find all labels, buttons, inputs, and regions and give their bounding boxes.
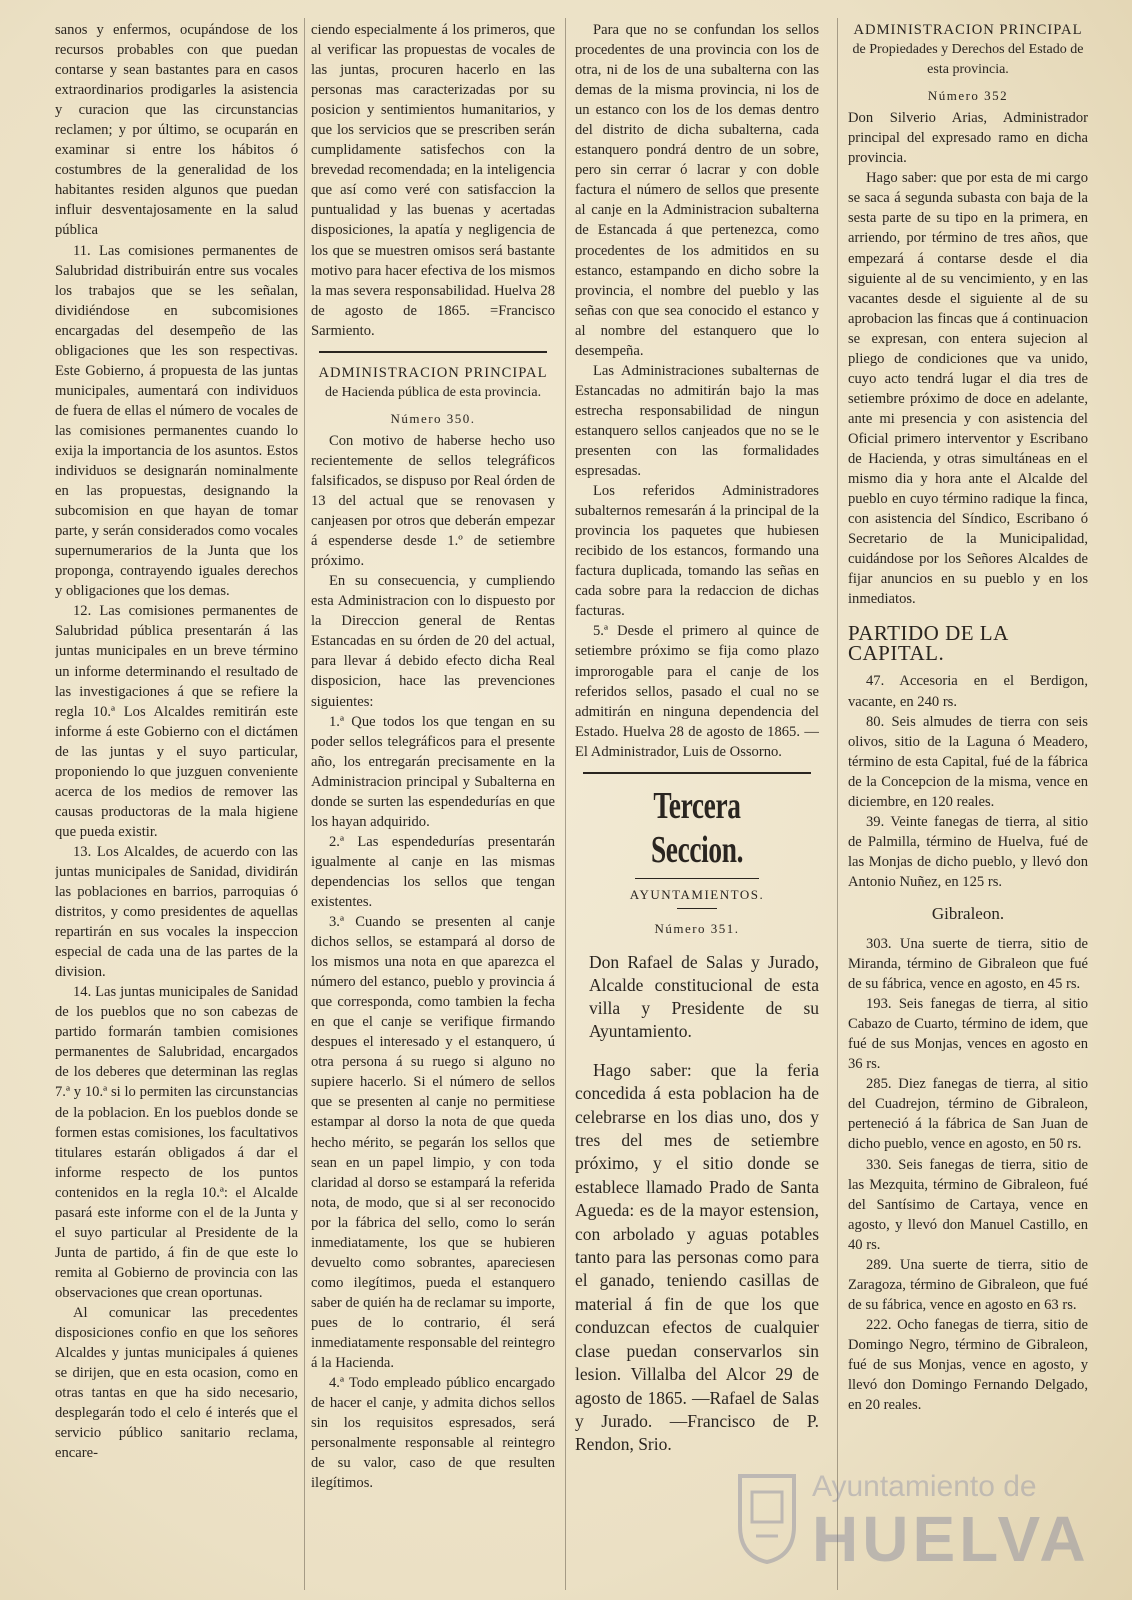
paragraph: 14. Las juntas municipales de Sanidad de los pueblos que no son cabezas de partido formarán tambien comisiones permanentes de Salubridad, encargados de los deberes que determinan las reglas 7.ª y 10.ª si lo permiten las circunstancias de la poblacion. En los pueblos donde se formen estas comisiones, los facultativos titulares estarán obligados á dar el informe respecto de los puntos contenidos en la regla 10.ª: el Alcalde pasará este informe con el de la Junta y el suyo particular al Presidente de la Junta de partido, á fin de que este lo remita al Gobierno de provincia con las observaciones que crean oportunas. (55, 984, 298, 1301)
paragraph: 3.ª Cuando se presenten al canje dichos sellos, se estampará al dorso de los mismos una nota en que aparezca el número del estanco, pueblo y provincia á que corresponda, como tambien la fecha en que el canje se verifique firmando despues el interesado y el estanquero, ú otra persona á su ruego si alguno no supiere hacerlo. Si el número de sellos que se presenten al canje no permitiese estampar al dorso la nota de que queda hecho mérito, se pegarán los sellos que sean en un papel limpio, y con toda claridad al dorso se estampará la referida nota, de modo, que si al ser reconocido por la fábrica del sello, como lo serán inmediatamente, los que se hubieren devuelto como sobrantes, apareciesen como ilegítimos, pueda el estanquero saber de quién ha de reclamar su importe, pues de lo contrario, él será inmediatamente responsable del reintegro á la Hacienda. (311, 914, 555, 1372)
column-divider (304, 18, 305, 1590)
paragraph: 12. Las comisiones permanentes de Salubridad pública presentarán á las juntas municipales en un breve término un informe determinando el resultado de las investigaciones á que se refiere la regla 10.ª Los Alcaldes remitirán este informe á este Gobierno con el dictámen de las juntas y el suyo particular, proponiendo lo que juzguen conveniente acerca de los medios de remover las causas productoras de la mala higiene que pueda existir. (55, 603, 298, 840)
section-subheading: de Hacienda pública de esta provincia. (324, 384, 542, 400)
section-title: Tercera Seccion. (650, 784, 744, 871)
notice-number: Número 350. (390, 410, 476, 426)
paragraph: 13. Los Alcaldes, de acuerdo con las juntas municipales de Sanidad, dividirán las poblaciones en barrios, parroquias ó distritos, y como presidentes de aquellas repartirán en sus vocales la inspeccion especial de cada una de las partes de la division. (55, 843, 298, 981)
section-rule (583, 772, 811, 774)
column-3 (575, 20, 819, 1595)
paragraph: Al comunicar las precedentes disposiciones confio en que los señores Alcaldes y juntas municipales á quienes se dirijen, que en esta ocasion, como en otras tantas en que ha sido necesario, desplegarán todo el celo é interés que el servicio público sanitario reclama, encare- (55, 1305, 298, 1462)
edict-heading: Don Rafael de Salas y Jurado, Alcalde constitucional de esta villa y Presidente de su Ayuntamiento. (589, 951, 819, 1041)
paragraph: Con motivo de haberse hecho uso recientemente de sellos telegráficos falsificados, se dispuso por Real órden de 13 del actual que se renovasen y canjeasen por otros que deberán empezar á espenderse desde 1.º de setiembre próximo. (311, 432, 555, 570)
paragraph: En su consecuencia, y cumpliendo esta Administracion con lo dispuesto por la Direccion general de Rentas Estancadas en su órden de 20 del actual, para llevar á debido efecto dicha Real disposicion, hace las prevenciones siguientes: (311, 573, 555, 710)
paragraph: 5.ª Desde el primero al quince de setiembre próximo se fija como plazo improrogable para el canje de los referidos sellos, pasado el cual no se admitirán en ninguna dependencia del Estado. Huelva 28 de agosto de 1865. —El Administrador, Luis de Ossorno. (575, 623, 819, 760)
list-item: 193. Seis fanegas de tierra, al sitio Cabazo de Cuarto, término de idem, que fué de sus Monjas, vences en agosto en 36 rs. (848, 996, 1088, 1073)
paragraph: Don Silverio Arias, Administrador principal del expresado ramo en dicha provincia. (848, 110, 1088, 167)
column-4 (848, 20, 1088, 1595)
column-divider (837, 18, 838, 1590)
city-seal-icon (732, 1466, 802, 1566)
title-rule (635, 878, 759, 879)
section-subheading: AYUNTAMIENTOS. (629, 886, 765, 902)
paragraph: Las Administraciones subalternas de Estancadas no admitirán bajo la mas estrecha responsabilidad de ningun estanquero sellos canjeados que no se le presenten con las formalidades espresadas. (575, 362, 819, 480)
column-2 (311, 20, 555, 1595)
list-item: 285. Diez fanegas de tierra, al sitio del Cuadrejon, término de Gibraleon, perteneció á la fábrica de San Juan de dicho pueblo, vence en agosto, en 50 rs. (848, 1076, 1088, 1153)
district-heading: PARTIDO DE LA CAPITAL. (848, 621, 1008, 666)
paragraph: sanos y enfermos, ocupándose de los recursos probables con que puedan contarse y sean bastantes para en casos extraordinarios prodigarles la asistencia y curacion que las circunstancias reclamen; y por último, se ocuparán en examinar si entre los hábitos ó costumbres de la generalidad de los habitantes residen algunos que puedan influir desventajosamente en la salud pública (55, 22, 298, 239)
paragraph: Hago saber: que por esta de mi cargo se saca á segunda subasta con baja de la sesta parte de su tipo en la primera, en arriendo, por término de tres años, que empezará á contarse desde el dia siguiente al de su vencimiento, y en las vacantes desde el siguiente al de su aprobacion las fincas que á continuacion se expresan, con entera sujecion al pliego de condiciones que va unido, cuyo acto tendrá lugar el dia tres de setiembre próximo de doce en adelante, ante mi presencia y con asistencia del Oficial primero interventor y Escribano de Hacienda, y otras simultáneas en el mismo dia y hora ante el Alcalde del pueblo en cuyo término radique la finca, con asistencia del Síndico, Escribano ó Secretario de la Municipalidad, cuidándose por los Señores Alcaldes de fijar anuncios en su pueblo y en los inmediatos. (848, 170, 1088, 608)
paragraph: 1.ª Que todos los que tengan en su poder sellos telegráficos para el presente año, los entregarán precisamente en la Administracion principal y Subalterna en donde se surten las espendedurías en que los hayan adquirido. (311, 713, 555, 830)
list-item: 80. Seis almudes de tierra con seis olivos, sitio de la Laguna ó Meadero, término de esta Capital, fué de la fábrica de la Concepcion de la misma, vence en diciembre, en 120 reales. (848, 713, 1088, 810)
list-item: 303. Una suerte de tierra, sitio de Miranda, término de Gibraleon que fué de su fábrica, vence en agosto, en 45 rs. (848, 936, 1088, 993)
list-item: 47. Accesoria en el Berdigon, vacante, en 240 rs. (848, 673, 1088, 710)
section-heading: ADMINISTRACION PRINCIPAL (318, 364, 548, 381)
notice-number: Número 351. (654, 920, 740, 936)
paragraph: Para que no se confundan los sellos procedentes de una provincia con los de otra, ni de los de una subalterna con las demas de la misma provincia, ni los de un estanco con los de los demas dentro del distrito de dicha subalterna, cada estanquero pondrá dentro de un sobre, pero sin cerrar ó lacrar y con doble factura el número de sellos que presente al canje en la Administracion subalterna de Estancada á que pertenezca, como procedentes de los admitidos en su estanco, estampando en dicho sobre la provincia, el nombre del pueblo y las señas con que sea conocido el estanco y al nombre del estanquero que lo desempeña. (575, 22, 819, 359)
watermark-line-2: HUELVA (812, 1503, 1090, 1575)
list-item: 330. Seis fanegas de tierra, sitio de las Mezquita, término de Gibraleon, fué del Santísimo de Cartaya, vence en agosto, y llevó don Manuel Castillo, en 40 rs. (848, 1156, 1088, 1253)
paragraph: ciendo especialmente á los primeros, que al verificar las propuestas de vocales de las juntas, procuren hacerlo en las personas mas caracterizadas por su posicion y sentimientos humanitarios, y que los servicios que se prescriben serán cumplidamente satisfechos con la brevedad recomendada; en la inteligencia que así como veré con satisfaccion la puntualidad y las buenas y acertadas disposiciones, la apatía y negligencia de los que se muestren omisos será bastante motivo para hacer efectiva de los mismos la mas severa responsabilidad. Huelva 28 de agosto de 1865. =Francisco Sarmiento. (311, 22, 555, 339)
column-1 (55, 20, 298, 1595)
list-item: 39. Veinte fanegas de tierra, al sitio de Palmilla, término de Huelva, fué de las Monjas de dicho pueblo, y llevó don Antonio Nuñez, en 125 rs. (848, 813, 1088, 890)
notice-number: Número 352 (927, 88, 1009, 104)
section-rule (319, 351, 547, 353)
column-divider (565, 18, 566, 1590)
section-heading: ADMINISTRACION PRINCIPAL (853, 22, 1083, 38)
short-rule (677, 908, 717, 909)
list-item: 289. Una suerte de tierra, sitio de Zaragoza, término de Gibraleon, que fué de su fábrica, vence en agosto en 63 rs. (848, 1256, 1088, 1313)
edict-body: Hago saber: que la feria concedida á esta poblacion ha de celebrarse en los dias uno, dos y tres del mes de setiembre próximo, y el sitio donde se establece llamado Prado de Santa Agueda: es de la mayor estension, con arbolado y aguas potables tanto para las personas como para el ganado, teniendo casillas de material á fin de que los que conduzcan efectos de cualquier clase puedan conservarlos sin lesion. Villalba del Alcor 29 de agosto de 1865. —Rafael de Salas y Jurado. —Francisco de P. Rendon, Srio. (575, 1059, 819, 1455)
town-heading: Gibraleon. (931, 903, 1005, 923)
watermark-line-1: Ayuntamiento de (812, 1470, 1037, 1503)
section-subheading: de Propiedades y Derechos del Estado de esta provincia. (852, 42, 1084, 78)
paragraph: 11. Las comisiones permanentes de Salubridad distribuirán entre sus vocales los trabajos que se les señalan, dividiéndose en subcomisiones encargadas del desempeño de las obligaciones que les son respectivas. Este Gobierno, á propuesta de las juntas municipales, aumentará con individuos de fuera de ellas el número de vocales de las comisiones permanentes cuando lo exija la importancia de los asuntos. Estos individuos se designarán nominalmente en las propuestas, designando la subcomision en que hayan de tomar parte, y serán considerados como vocales supernumerarios de la Junta que los proponga, contrayendo iguales derechos y obligaciones que los demas. (55, 242, 298, 600)
paragraph: 4.ª Todo empleado público encargado de hacer el canje, y admita dichos sellos sin los requisitos espresados, será personalmente responsable al reintegro de su valor, caso de que resulten ilegítimos. (311, 1375, 555, 1492)
paragraph: 2.ª Las espendedurías presentarán igualmente al canje en las mismas dependencias los sellos que tengan existentes. (311, 833, 555, 910)
archive-watermark (732, 1460, 1092, 1580)
list-item: 222. Ocho fanegas de tierra, sitio de Domingo Negro, término de Gibraleon, fué de sus Monjas, vence en agosto, y llevó don Domingo Fernando Delgado, en 20 reales. (848, 1316, 1088, 1414)
paragraph: Los referidos Administradores subalternos remesarán á la principal de la provincia los paquetes que hubiesen recibido de los estancos, formando una factura duplicada, tomando las señas en cada sobre para la redaccion de dichas facturas. (575, 483, 819, 620)
